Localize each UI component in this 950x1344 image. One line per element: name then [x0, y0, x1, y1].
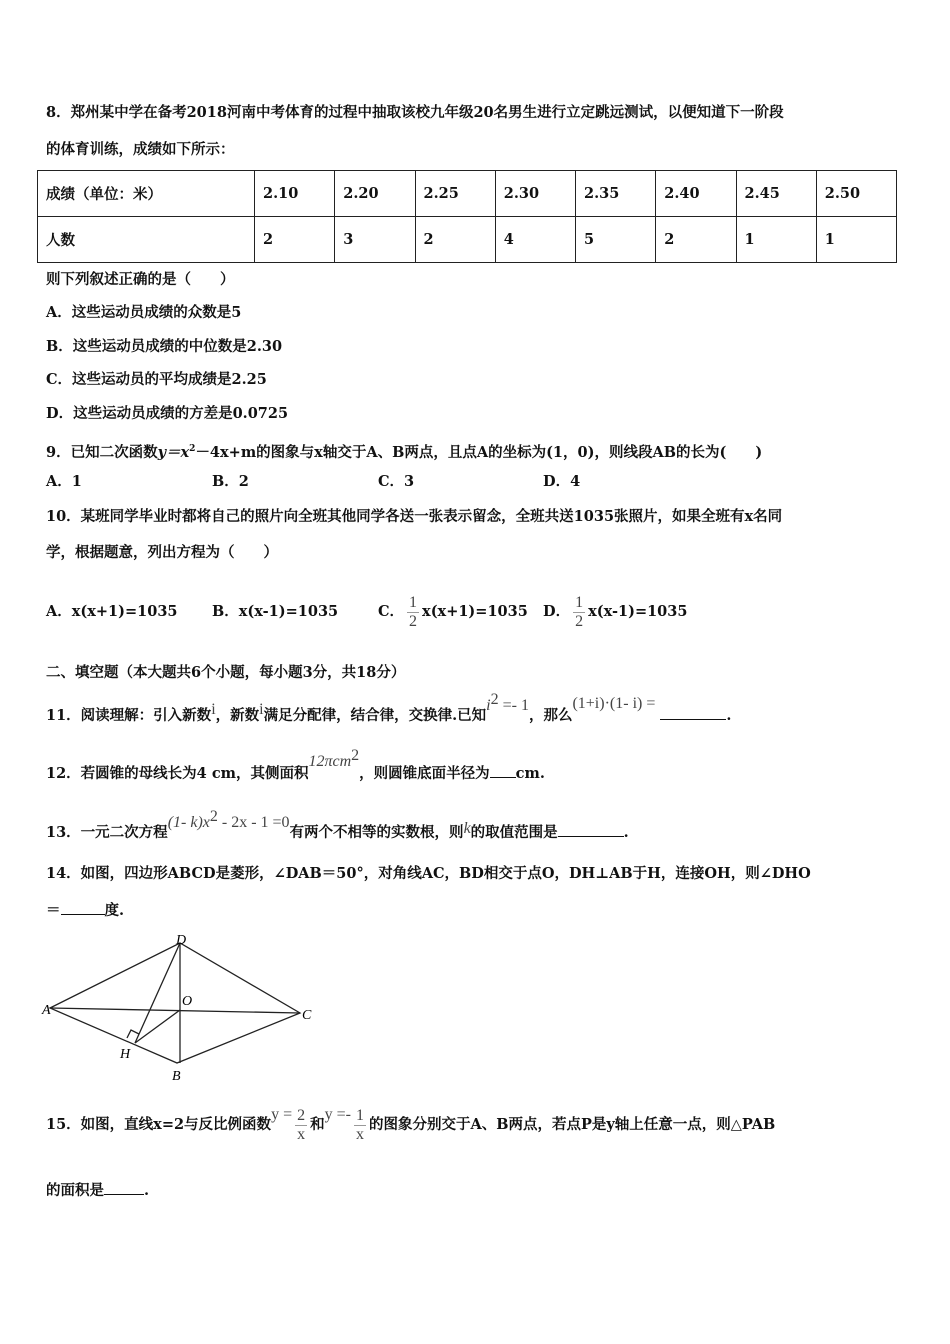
denominator: x	[297, 1125, 306, 1143]
q13-expr: (1- k)x	[167, 813, 210, 831]
q11-eq: i	[486, 696, 491, 714]
count-cell: 2	[415, 217, 495, 263]
fraction	[573, 594, 585, 631]
q14-line1: 14．如图，四边形ABCD是菱形，∠DAB＝50°，对角线AC，BD相交于点O，DH⊥AB于H，连接OH，则∠DHO	[46, 865, 811, 882]
q8-prompt: 则下列叙述正确的是（ ）	[46, 271, 235, 288]
option-expr: x(x+1)=1035	[422, 603, 528, 620]
label-o: O	[182, 994, 193, 1009]
numerator: 1	[575, 593, 584, 611]
q11-eq-rest: =- 1	[498, 696, 529, 714]
score-cell: 2.10	[255, 171, 335, 217]
q9-option-c: C．3	[378, 473, 415, 490]
q10-option-a: A．x(x+1)=1035	[46, 603, 178, 620]
denominator: 2	[409, 612, 418, 630]
q10-option-d	[543, 582, 687, 642]
label-b: B	[172, 1069, 181, 1084]
q8-option-a: A．这些运动员成绩的众数是5	[46, 304, 242, 321]
q13-end: .	[623, 823, 629, 841]
q13-exp: 2	[209, 808, 218, 825]
q12-end: cm.	[515, 764, 545, 782]
fraction	[407, 594, 419, 631]
diagonal-ac	[50, 1008, 300, 1013]
answer-blank[interactable]	[490, 777, 516, 778]
section-2-heading: 二、填空题（本大题共6个小题，每小题3分，共18分）	[46, 664, 406, 681]
q9-option-a: A．1	[46, 473, 82, 490]
numerator: 2	[297, 1106, 306, 1124]
option-label: D．	[543, 603, 571, 620]
segment-dh	[135, 943, 180, 1043]
q11	[46, 691, 732, 726]
score-cell: 2.30	[495, 171, 575, 217]
numerator: 1	[409, 593, 418, 611]
score-cell: 2.25	[415, 171, 495, 217]
q13	[46, 808, 629, 843]
q12-exp: 2	[351, 747, 360, 764]
q11-text: ，那么	[528, 706, 573, 724]
q14-eq: ＝	[46, 902, 61, 919]
score-cell: 2.40	[656, 171, 736, 217]
q14-unit: 度.	[104, 902, 125, 919]
q13-text: 有两个不相等的实数根，则	[289, 823, 464, 841]
q15-line2	[46, 1181, 149, 1201]
rhombus-abcd	[50, 943, 300, 1063]
rhombus-diagram	[40, 930, 330, 1090]
label-c: C	[302, 1008, 312, 1023]
q8-option-c: C．这些运动员的平均成绩是2.25	[46, 371, 267, 388]
q15-text: 15．如图，直线x=2与反比例函数	[46, 1116, 272, 1133]
q9-stem	[46, 439, 762, 463]
label-d: D	[176, 933, 187, 948]
table-header: 成绩（单位：米）	[38, 171, 255, 217]
q15-and: 和	[310, 1116, 325, 1133]
q11-i: i	[211, 701, 216, 718]
q11-text: 满足分配律，结合律，交换律.已知	[263, 706, 487, 724]
answer-blank[interactable]	[104, 1194, 144, 1195]
q9-option-d: D．4	[543, 473, 581, 490]
table-row	[38, 217, 897, 263]
q9-func2: －4x+m	[195, 443, 257, 461]
count-cell: 2	[255, 217, 335, 263]
score-cell: 2.45	[736, 171, 816, 217]
q15-text: 的图象分别交于A、B两点，若点P是y轴上任意一点，则△PAB	[368, 1116, 776, 1133]
q15-line1	[46, 1098, 775, 1152]
label-h: H	[120, 1047, 131, 1062]
q15-end: .	[144, 1182, 150, 1199]
count-cell: 1	[736, 217, 816, 263]
q14-line2	[46, 901, 124, 921]
q15-text: 的面积是	[46, 1182, 104, 1199]
q13-k: k	[463, 819, 471, 837]
q11-expr: (1+i)·(1- i) =	[572, 694, 656, 712]
q11-eq-exp: 2	[490, 691, 499, 708]
count-cell: 5	[576, 217, 656, 263]
q11-text: ，新数	[215, 706, 260, 724]
table-row	[38, 171, 897, 217]
score-cell: 2.35	[576, 171, 656, 217]
q10-line2: 学，根据题意，列出方程为（ ）	[46, 544, 278, 561]
denominator: x	[355, 1125, 364, 1143]
q15-func1: y =	[271, 1106, 293, 1123]
q9-option-b: B．2	[212, 473, 249, 490]
q10-line1: 10．某班同学毕业时都将自己的照片向全班其他同学各送一张表示留念，全班共送1035张照片，如果全班有x名同	[46, 508, 783, 525]
row-label: 人数	[38, 217, 255, 263]
q13-expr: - 2x - 1 =0	[217, 813, 290, 831]
count-cell: 3	[335, 217, 415, 263]
answer-blank[interactable]	[660, 719, 726, 720]
score-cell: 2.50	[816, 171, 896, 217]
option-expr: x(x-1)=1035	[588, 603, 688, 620]
fraction	[354, 1107, 366, 1144]
q9-exp: 2	[189, 444, 196, 454]
q8-option-b: B．这些运动员成绩的中位数是2.30	[46, 338, 283, 355]
q13-text: 13．一元二次方程	[46, 823, 168, 841]
option-label: C．	[378, 603, 405, 620]
q9-func: y＝x	[157, 443, 190, 461]
q11-i: i	[259, 701, 264, 718]
q8-line1: 8．郑州某中学在备考2018河南中考体育的过程中抽取该校九年级20名男生进行立定跳远测试，以便知道下一阶段	[46, 104, 784, 121]
q10-option-b: B．x(x-1)=1035	[212, 603, 339, 620]
count-cell: 1	[816, 217, 896, 263]
q15-func2: y =-	[324, 1106, 351, 1123]
q8-option-d: D．这些运动员成绩的方差是0.0725	[46, 405, 289, 422]
q11-end: .	[726, 706, 732, 724]
count-cell: 2	[656, 217, 736, 263]
score-cell: 2.20	[335, 171, 415, 217]
q9-pre: 9．已知二次函数	[46, 443, 158, 461]
fraction	[295, 1107, 307, 1144]
q9-post: 的图象与x轴交于A、B两点，且点A的坐标为(1，0)，则线段AB的长为( )	[256, 443, 763, 461]
q11-text: 11．阅读理解：引入新数	[46, 706, 212, 724]
denominator: 2	[575, 612, 584, 630]
count-cell: 4	[495, 217, 575, 263]
answer-blank[interactable]	[558, 836, 624, 837]
q12	[46, 747, 545, 784]
answer-blank[interactable]	[61, 914, 105, 915]
numerator: 1	[355, 1106, 364, 1124]
q8-line2: 的体育训练，成绩如下所示：	[46, 141, 235, 158]
score-table	[37, 170, 897, 263]
label-a: A	[42, 1003, 51, 1018]
q12-expr: 12πcm	[308, 752, 352, 770]
q13-text: 的取值范围是	[470, 823, 558, 841]
q12-text: ，则圆锥底面半径为	[359, 764, 490, 782]
q12-text: 12．若圆锥的母线长为4 cm，其侧面积	[46, 764, 309, 782]
q10-option-c	[378, 582, 528, 642]
